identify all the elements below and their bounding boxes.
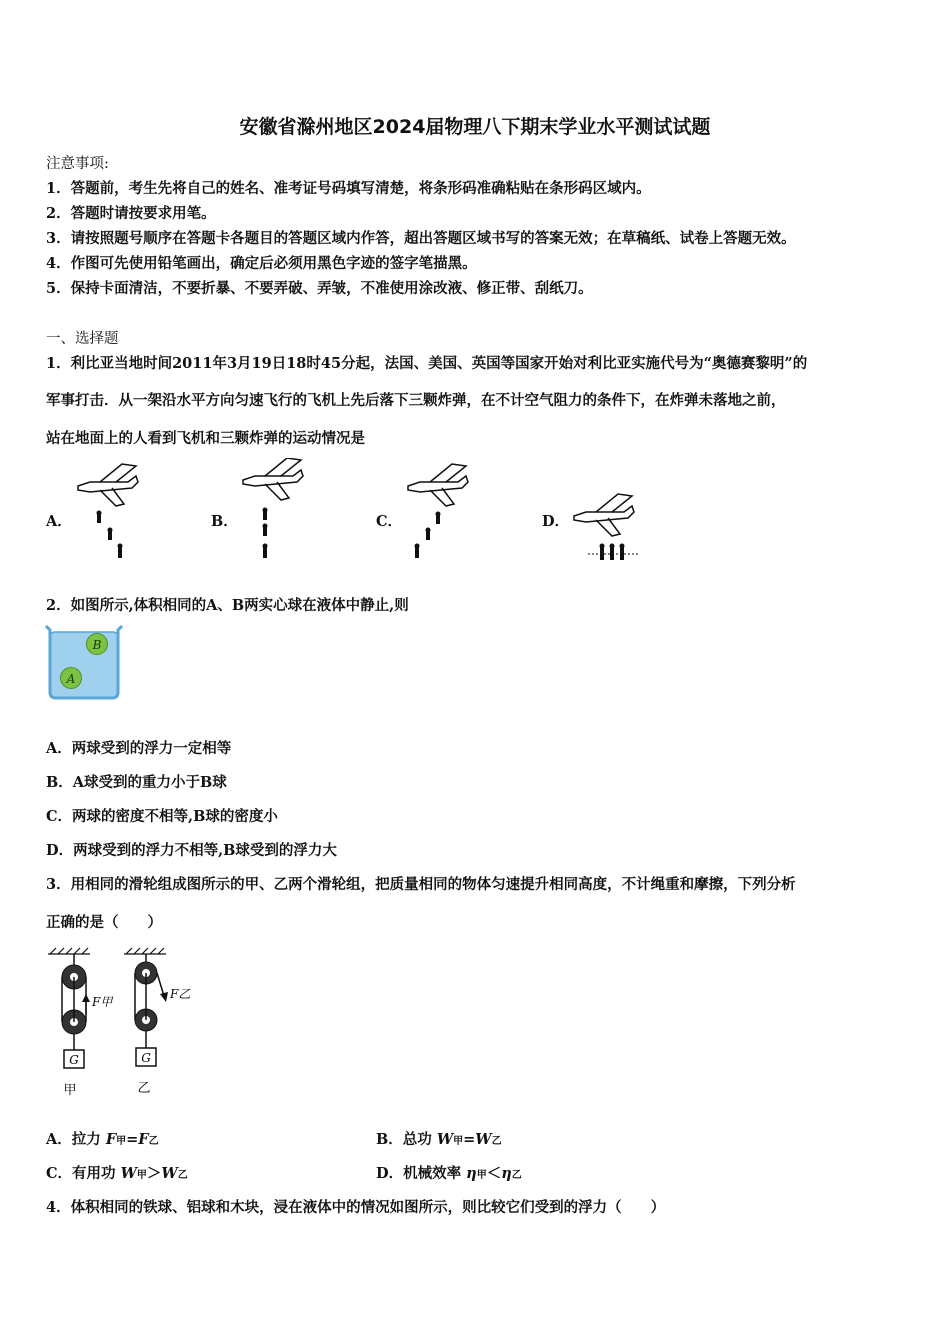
notes-item: 3．请按照题号顺序在答题卡各题目的答题区域内作答，超出答题区域书写的答案无效；在草稿纸、试卷上答题无效。 bbox=[46, 230, 796, 247]
q2-option-a: A．两球受到的浮力一定相等 bbox=[46, 740, 232, 757]
ball-b-label: B bbox=[92, 638, 102, 652]
q2-option-c: C．两球的密度不相等,B球的密度小 bbox=[46, 808, 278, 825]
bomb-icon bbox=[263, 544, 268, 559]
force-jia-label: F甲 bbox=[92, 995, 113, 1009]
q1-option-d: D． bbox=[542, 513, 570, 530]
q3-pulley-figure bbox=[44, 940, 194, 1102]
q1-stem-line: 军事打击．从一架沿水平方向匀速飞行的飞机上先后落下三颗炸弹，在不计空气阻力的条件下，在炸弹未落地之前， bbox=[46, 392, 786, 409]
bomb-icon bbox=[436, 512, 441, 525]
label-jia: 甲 bbox=[63, 1083, 77, 1098]
notes-item: 5．保持卡面清洁，不要折暴、不要弄破、弄皱，不准使用涂改液、修正带、刮纸刀。 bbox=[46, 280, 593, 297]
q3-stem-line: 正确的是（ ） bbox=[46, 914, 162, 931]
q1-option-b: B． bbox=[211, 513, 238, 530]
ball-a-label: A bbox=[66, 672, 76, 686]
liquid bbox=[50, 632, 118, 698]
notes-item: 4．作图可先使用铅笔画出，确定后必须用黑色字迹的签字笔描黑。 bbox=[46, 255, 477, 272]
bomb-icon bbox=[426, 528, 431, 541]
q3-stem-line: 3．用相同的滑轮组成图所示的甲、乙两个滑轮组，把质量相同的物体匀速提升相同高度，不计绳重和摩擦，下列分析 bbox=[46, 876, 796, 893]
bomb-icon bbox=[610, 544, 615, 561]
q1-figure-a bbox=[70, 458, 150, 564]
q1-stem-line: 1．利比亚当地时间2011年3月19日18时45分起，法国、美国、英国等国家开始对利比亚实施代号为“奥德赛黎明”的 bbox=[46, 355, 808, 372]
q3-option-c: C．有用功 W甲＞W乙 bbox=[46, 1165, 188, 1182]
q3-option-a: A．拉力 F甲=F乙 bbox=[46, 1131, 159, 1148]
notes-item: 2．答题时请按要求用笔。 bbox=[46, 205, 216, 222]
weight-yi-label: G bbox=[141, 1051, 151, 1065]
arrow-up-icon bbox=[82, 994, 90, 1002]
plane-icon bbox=[78, 464, 138, 506]
q2-beaker-figure bbox=[44, 622, 124, 702]
ceiling-hatch bbox=[48, 948, 90, 954]
q3-option-b: B．总功 W甲=W乙 bbox=[376, 1131, 502, 1148]
q4-stem: 4．体积相同的铁球、铝球和木块，浸在液体中的情况如图所示，则比较它们受到的浮力（ ） bbox=[46, 1199, 666, 1216]
plane-icon bbox=[574, 494, 634, 536]
weight-jia-label: G bbox=[69, 1053, 79, 1067]
notes-item: 1．答题前，考生先将自己的姓名、准考证号码填写清楚，将条形码准确粘贴在条形码区域内。 bbox=[46, 180, 651, 197]
bomb-icon bbox=[97, 511, 102, 524]
q1-option-a: A． bbox=[46, 513, 72, 530]
arrow-down-icon bbox=[160, 992, 168, 1002]
q3-option-d: D．机械效率 η甲＜η乙 bbox=[376, 1165, 522, 1182]
bomb-icon bbox=[620, 544, 625, 561]
plane-icon bbox=[408, 464, 468, 506]
force-yi-label: F乙 bbox=[170, 987, 191, 1001]
q2-option-b: B．A球受到的重力小于B球 bbox=[46, 774, 227, 791]
plane-icon bbox=[243, 458, 303, 500]
notes-heading: 注意事项: bbox=[46, 156, 109, 172]
bomb-icon bbox=[600, 544, 605, 561]
q1-figure-d bbox=[566, 488, 646, 564]
q2-option-d: D．两球受到的浮力不相等,B球受到的浮力大 bbox=[46, 842, 337, 859]
bomb-icon bbox=[415, 544, 420, 559]
section-heading: 一、选择题 bbox=[46, 331, 119, 347]
q1-stem-line: 站在地面上的人看到飞机和三颗炸弹的运动情况是 bbox=[46, 430, 365, 447]
q1-option-c: C． bbox=[376, 513, 403, 530]
bomb-icon bbox=[118, 544, 123, 559]
label-yi: 乙 bbox=[137, 1081, 151, 1096]
bomb-icon bbox=[263, 524, 268, 537]
page-title: 安徽省滁州地区2024届物理八下期末学业水平测试试题 bbox=[239, 116, 711, 138]
q1-figure-c bbox=[400, 458, 480, 564]
q1-figure-b bbox=[235, 458, 315, 564]
bomb-icon bbox=[108, 528, 113, 541]
q2-stem: 2．如图所示,体积相同的A、B两实心球在液体中静止,则 bbox=[46, 597, 409, 614]
ceiling-hatch bbox=[124, 948, 166, 954]
bomb-icon bbox=[263, 508, 268, 521]
